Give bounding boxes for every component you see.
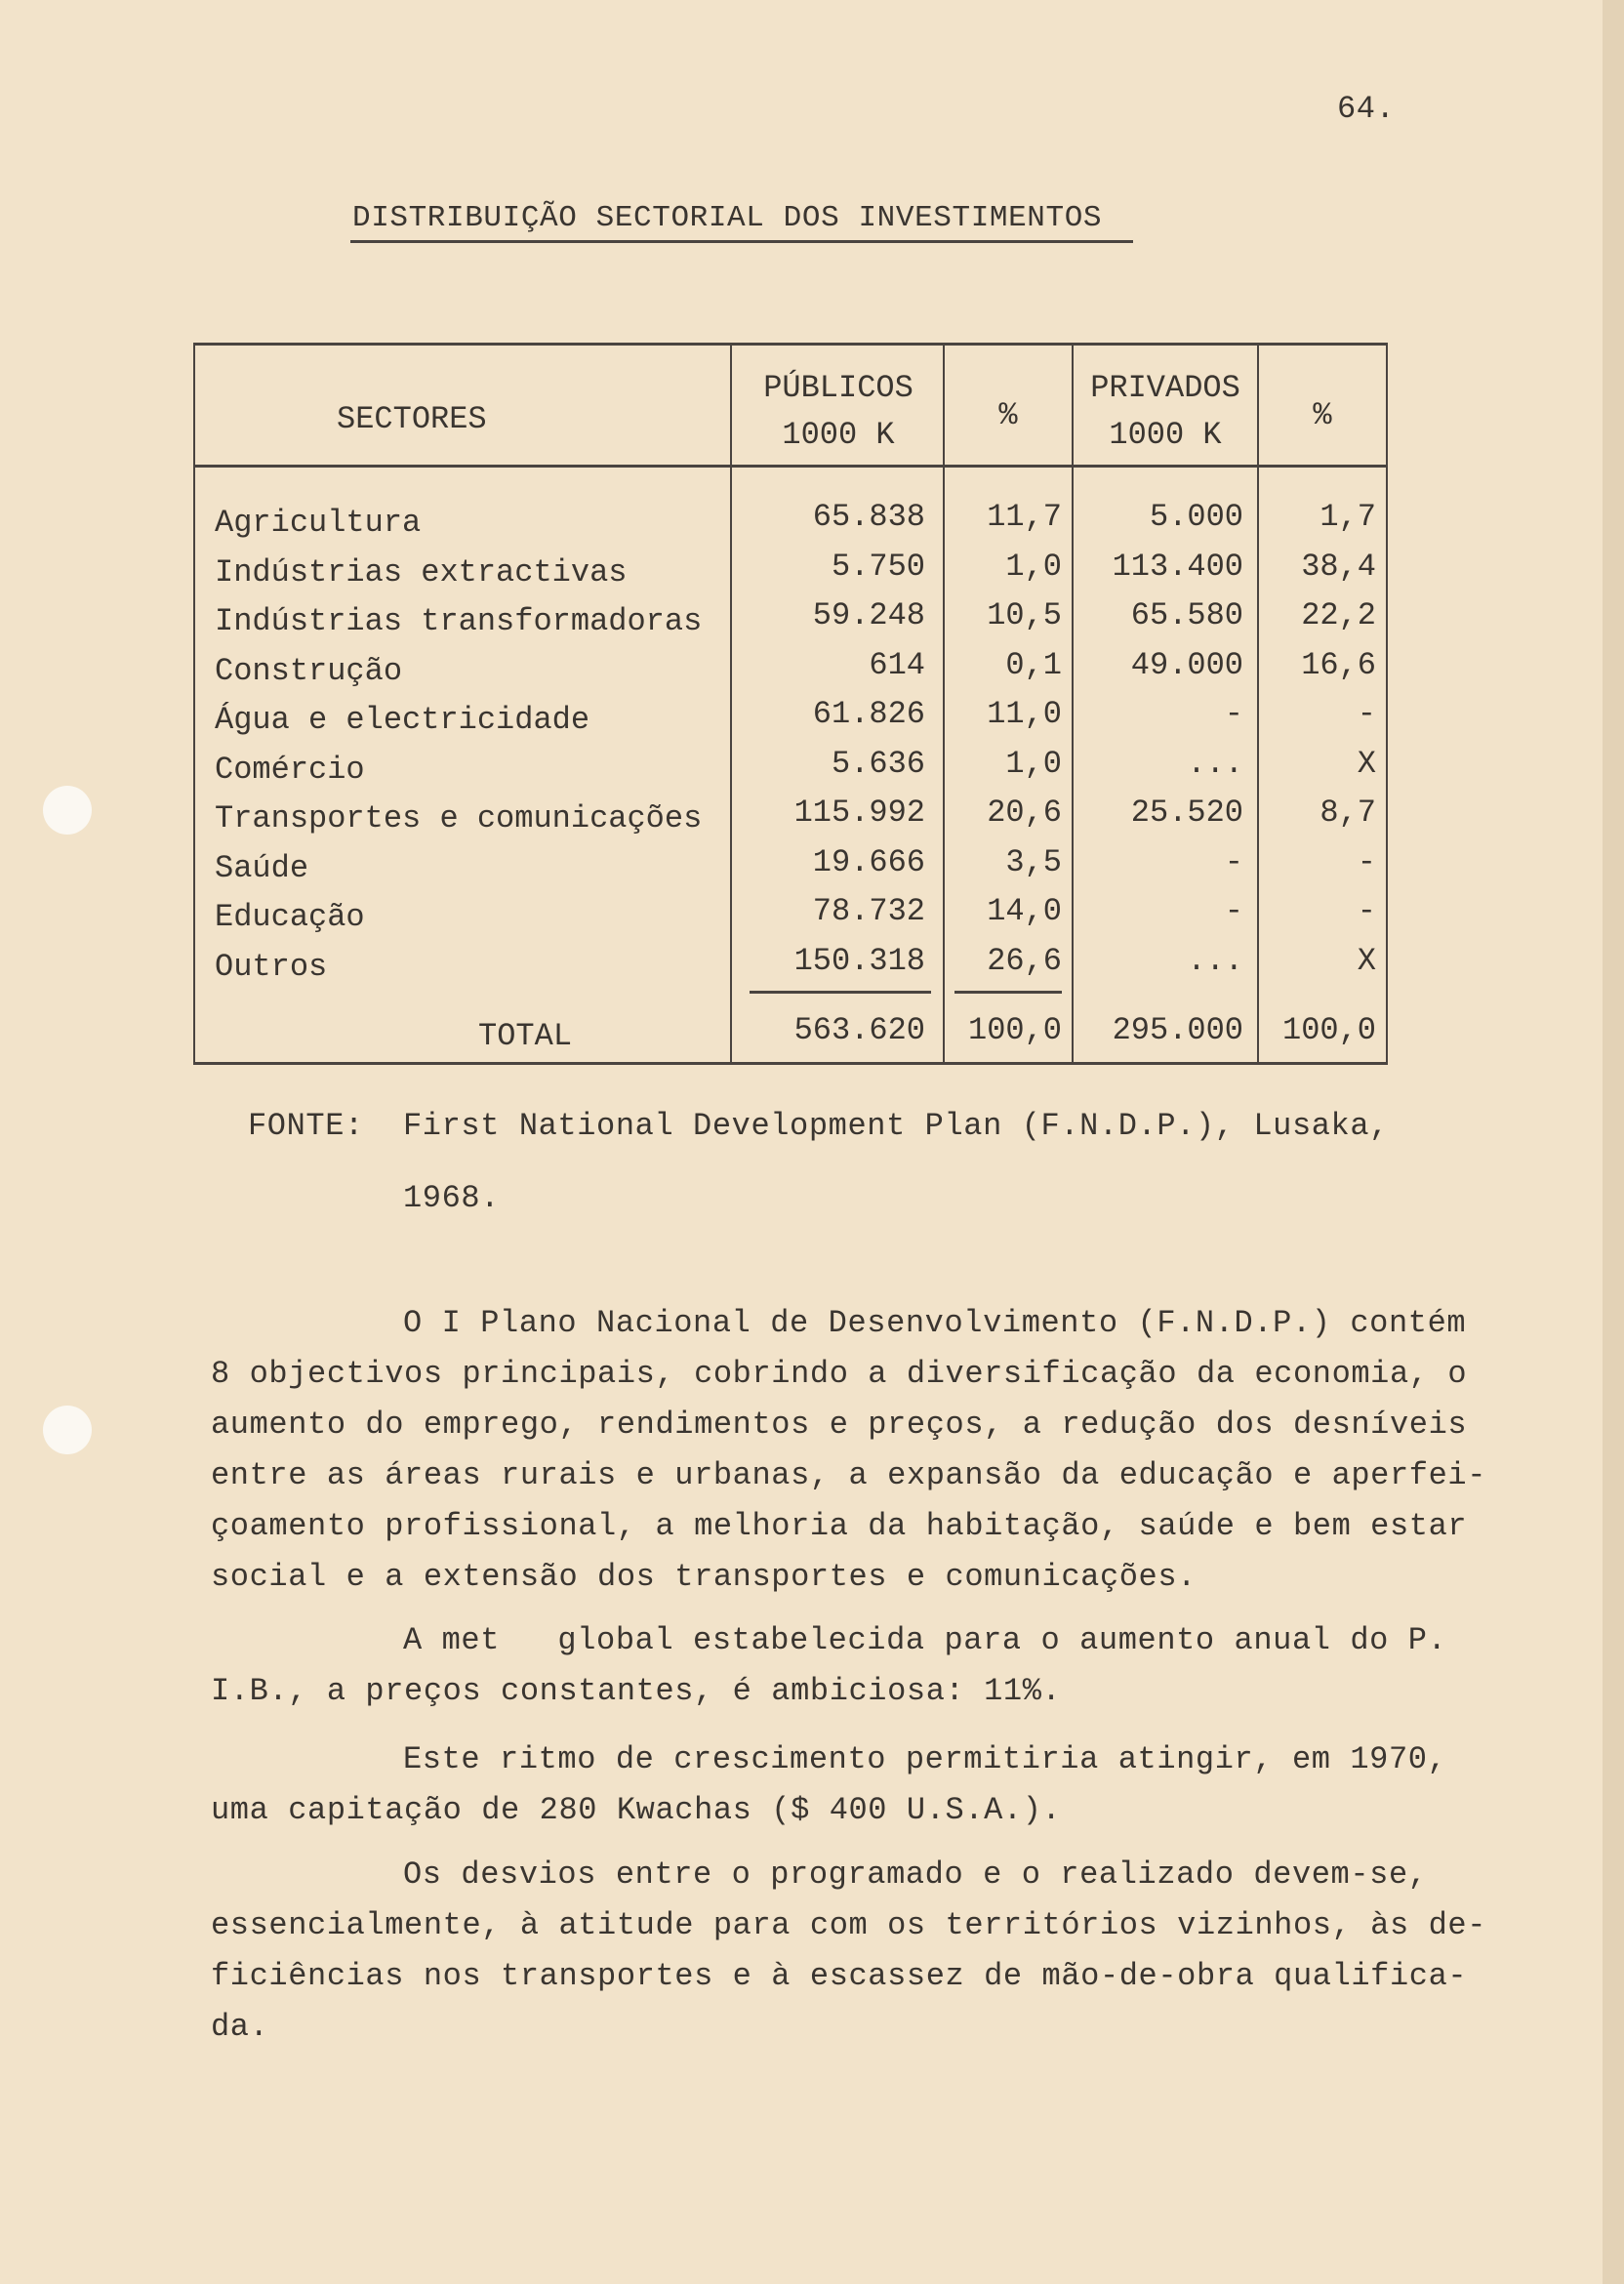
publicos-percent: 20,6 bbox=[987, 795, 1062, 831]
paragraph-line: 8 objectivos principais, cobrindo a diversificação da economia, o bbox=[211, 1356, 1468, 1392]
publicos-percent: 14,0 bbox=[987, 893, 1062, 929]
privados-value: - bbox=[1224, 893, 1243, 929]
privados-value: ... bbox=[1187, 745, 1243, 782]
privados-percent: 16,6 bbox=[1301, 646, 1376, 683]
source-label: FONTE: bbox=[248, 1108, 364, 1144]
header-pct-privados: % bbox=[1313, 397, 1332, 433]
sector-name: Saúde bbox=[215, 849, 309, 886]
header-divider bbox=[195, 465, 1386, 468]
source-text: First National Development Plan (F.N.D.P.), Lusaka, bbox=[403, 1108, 1389, 1144]
sum-underline bbox=[954, 991, 1062, 994]
privados-percent: - bbox=[1357, 843, 1376, 880]
privados-percent: 1,7 bbox=[1320, 499, 1376, 535]
publicos-value: 65.838 bbox=[812, 499, 925, 535]
publicos-value: 19.666 bbox=[812, 843, 925, 880]
sector-name: Indústrias transformadoras bbox=[215, 603, 703, 639]
publicos-value: 59.248 bbox=[812, 597, 925, 633]
investment-table bbox=[193, 343, 1388, 1065]
publicos-percent: 26,6 bbox=[987, 942, 1062, 979]
page-number: 64. bbox=[1337, 91, 1396, 127]
sector-name: Educação bbox=[215, 899, 365, 935]
privados-percent: X bbox=[1357, 942, 1376, 979]
sector-name: Outros bbox=[215, 948, 328, 985]
publicos-percent: 1,0 bbox=[1005, 745, 1062, 782]
total-privados: 295.000 bbox=[1112, 1012, 1243, 1048]
publicos-value: 115.992 bbox=[793, 795, 925, 831]
paragraph-line: social e a extensão dos transportes e comunicações. bbox=[211, 1559, 1197, 1595]
total-pct-privados: 100,0 bbox=[1281, 1012, 1376, 1048]
paragraph-line: çoamento profissional, a melhoria da habitação, saúde e bem estar bbox=[211, 1508, 1468, 1544]
publicos-percent: 1,0 bbox=[1005, 548, 1062, 585]
publicos-value: 5.636 bbox=[831, 745, 925, 782]
privados-percent: - bbox=[1357, 696, 1376, 732]
publicos-percent: 0,1 bbox=[1005, 646, 1062, 683]
publicos-value: 78.732 bbox=[812, 893, 925, 929]
privados-value: 25.520 bbox=[1130, 795, 1243, 831]
paragraph-line: essencialmente, à atitude para com os territórios vizinhos, às de- bbox=[211, 1907, 1487, 1943]
sector-name: Comércio bbox=[215, 751, 365, 788]
sector-name: Agricultura bbox=[215, 505, 422, 541]
page-title: DISTRIBUIÇÃO SECTORIAL DOS INVESTIMENTOS bbox=[352, 201, 1103, 235]
paragraph-line: O I Plano Nacional de Desenvolvimento (F.N.D.P.) contém bbox=[403, 1305, 1467, 1341]
sector-name: Construção bbox=[215, 652, 403, 689]
privados-value: 49.000 bbox=[1130, 646, 1243, 683]
publicos-percent: 11,0 bbox=[987, 696, 1062, 732]
privados-percent: 8,7 bbox=[1320, 795, 1376, 831]
privados-percent: X bbox=[1357, 745, 1376, 782]
total-label: TOTAL bbox=[478, 1018, 573, 1054]
publicos-value: 614 bbox=[869, 646, 925, 683]
paragraph-line: Este ritmo de crescimento permitiria atingir, em 1970, bbox=[403, 1741, 1447, 1777]
paragraph-line: A met global estabelecida para o aumento anual do P. bbox=[403, 1622, 1447, 1658]
privados-percent: 38,4 bbox=[1301, 548, 1376, 585]
privados-value: 65.580 bbox=[1130, 597, 1243, 633]
header-publicos: PÚBLICOS bbox=[763, 370, 914, 406]
header-privados-unit: 1000 K bbox=[1109, 417, 1222, 453]
publicos-value: 5.750 bbox=[831, 548, 925, 585]
sector-name: Transportes e comunicações bbox=[215, 800, 703, 836]
header-privados: PRIVADOS bbox=[1090, 370, 1240, 406]
privados-value: 5.000 bbox=[1149, 499, 1243, 535]
privados-value: - bbox=[1224, 696, 1243, 732]
paragraph-line: I.B., a preços constantes, é ambiciosa: 11%. bbox=[211, 1673, 1062, 1709]
paragraph-line: uma capitação de 280 Kwachas ($ 400 U.S.A.). bbox=[211, 1792, 1062, 1828]
punch-hole bbox=[43, 786, 92, 835]
privados-value: ... bbox=[1187, 942, 1243, 979]
total-publicos: 563.620 bbox=[793, 1012, 925, 1048]
sum-underline bbox=[750, 991, 931, 994]
header-sectores: SECTORES bbox=[337, 401, 487, 437]
publicos-value: 150.318 bbox=[793, 942, 925, 979]
source-text-year: 1968. bbox=[403, 1180, 501, 1216]
publicos-value: 61.826 bbox=[812, 696, 925, 732]
paragraph-line: entre as áreas rurais e urbanas, a expansão da educação e aperfei- bbox=[211, 1457, 1487, 1493]
publicos-percent: 11,7 bbox=[987, 499, 1062, 535]
punch-hole bbox=[43, 1406, 92, 1454]
paragraph-line: aumento do emprego, rendimentos e preços, a redução dos desníveis bbox=[211, 1407, 1468, 1443]
sector-name: Água e electricidade bbox=[215, 702, 590, 738]
paragraph-line: Os desvios entre o programado e o realizado devem-se, bbox=[403, 1856, 1428, 1893]
privados-percent: 22,2 bbox=[1301, 597, 1376, 633]
sector-name: Indústrias extractivas bbox=[215, 553, 628, 591]
paragraph-line: ficiências nos transportes e à escassez de mão-de-obra qualifica- bbox=[211, 1958, 1468, 1994]
page-edge bbox=[1603, 0, 1624, 2284]
privados-value: 113.400 bbox=[1112, 548, 1243, 585]
publicos-percent: 10,5 bbox=[987, 597, 1062, 633]
privados-percent: - bbox=[1357, 893, 1376, 929]
publicos-percent: 3,5 bbox=[1005, 843, 1062, 880]
paragraph-line: da. bbox=[211, 2009, 269, 2045]
header-pct-publicos: % bbox=[998, 397, 1018, 433]
total-pct-publicos: 100,0 bbox=[967, 1012, 1062, 1048]
header-publicos-unit: 1000 K bbox=[782, 417, 895, 453]
title-underline bbox=[350, 240, 1133, 243]
privados-value: - bbox=[1224, 843, 1243, 880]
